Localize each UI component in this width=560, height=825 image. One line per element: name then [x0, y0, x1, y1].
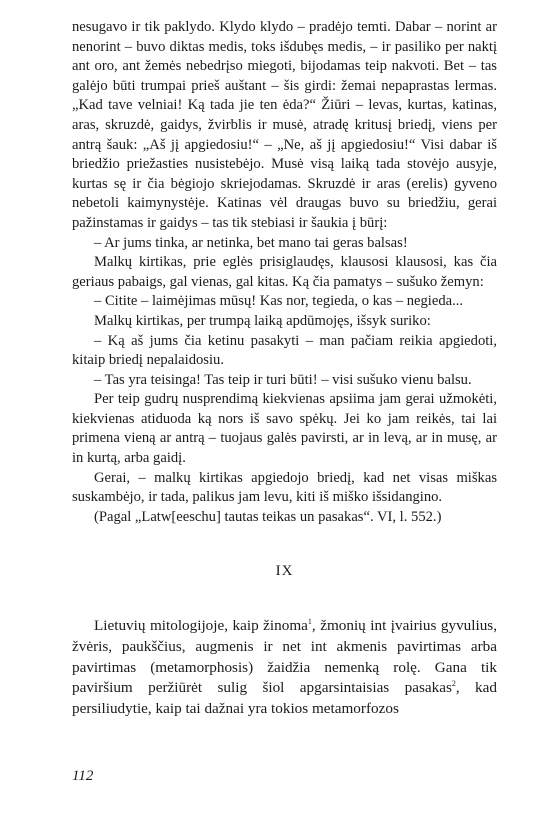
lead-text-part-1: Lietuvių mitologijoje, kaip žinoma [94, 617, 308, 635]
book-page [72, 18, 497, 719]
chapter-opening-paragraph [72, 616, 497, 719]
footnote-marker-2: 2 [451, 679, 456, 689]
dialog-line: – Citite – laimėjimas mūsų! Kas nor, tegieda, o kas – negieda... [94, 293, 464, 310]
dialog-line: – Ką aš jums čia ketinu pasakyti – man pačiam reikia apgiedoti, kitaip briedį nepalaidosiu. [72, 332, 497, 369]
dialog-line: – Tas yra teisinga! Tas teip ir turi būti! – visi sušuko vienu balsu. [94, 371, 472, 388]
dialog-line: – Ar jums tinka, ar netinka, bet mano tai geras balsas! [94, 234, 408, 251]
paragraph: Per teip gudrų nusprendimą kiekvienas apsiima jam gerai užmokėti, kiekvienas atiduoda ką nors iš savo spėkų. Jei ko jam reikės, tai lai primena vieną ar antrą – tuojaus galės pavirsti, ar in levą, ar in musę, ar in kurtą, arba gaidį. [72, 391, 497, 467]
paragraph-continuation: nesugavo ir tik paklydo. Klydo klydo – pradėjo temti. Dabar – norint ar nenorint – buvo diktas medis, toks išdubęs medis, – ir pasiliko per naktį ant oro, ant žemės nebedrįso miegoti, bijodamas teip nakvoti. Bet – tas galėjo būti trumpai prieš auštant – šis girdi: žemai nepaprastas lermas. „Kad tave velniai! Ką tada jie ten ėda?“ Žiūri – levas, kurtas, katinas, aras, skruzdė, gaidys, žvirblis ir musė, atradę kritusį briedį, viens per antrą šauk: „Aš jį apgiedosiu!“ – „Ne, aš jį apgiedosiu!“ Visi dabar iš briedžio priežasties nusistebėjo. Musė visą laiką tada stovėjo ausyje, kurtas sę ir čia bėgiojo skriejodamas. Skruzdė ir aras (erelis) gyveno nebetoli kaimynystėje. Katinas vėl draugas buvo su briedžiu, gerai pažinstamas ir gaidys – tas tik stebiasi ir šaukia į būrį: [72, 19, 497, 231]
lead-text-part-3: , kad persiliudytie, kaip tai dažnai yra tokios metamorfozos [72, 679, 497, 717]
page-number: 112 [72, 768, 94, 784]
lead-text-part-2: , žmonių int įvairius gyvulius, žvėris, paukščius, augmenis ir net int akmenis pavirtimas arba pavirtimas (metamorphosis) žaidžia nemenką rolę. Gana tik paviršium peržiūrėt sulig šiol apgarsintaisias pasakas [72, 617, 497, 697]
paragraph: Malkų kirtikas, per trumpą laiką apdūmojęs, išsyk suriko: [94, 312, 431, 329]
chapter-heading: IX [275, 563, 294, 580]
paragraph: Gerai, – malkų kirtikas apgiedojo briedį, kad net visas miškas suskambėjo, ir tada, palikus jam levu, kiti iš miško išsidangino. [72, 469, 497, 506]
paragraph: Malkų kirtikas, prie eglės prisiglaudęs, klausosi klausosi, kas čia geriaus pabaigs, gal vienas, gal kitas. Ką čia pamatys – sušuko žemyn: [72, 254, 497, 290]
footnote-marker-1: 1 [307, 617, 312, 627]
source-citation: (Pagal „Latw[eeschu] tautas teikas un pasakas“. VI, l. 552.) [94, 508, 442, 525]
